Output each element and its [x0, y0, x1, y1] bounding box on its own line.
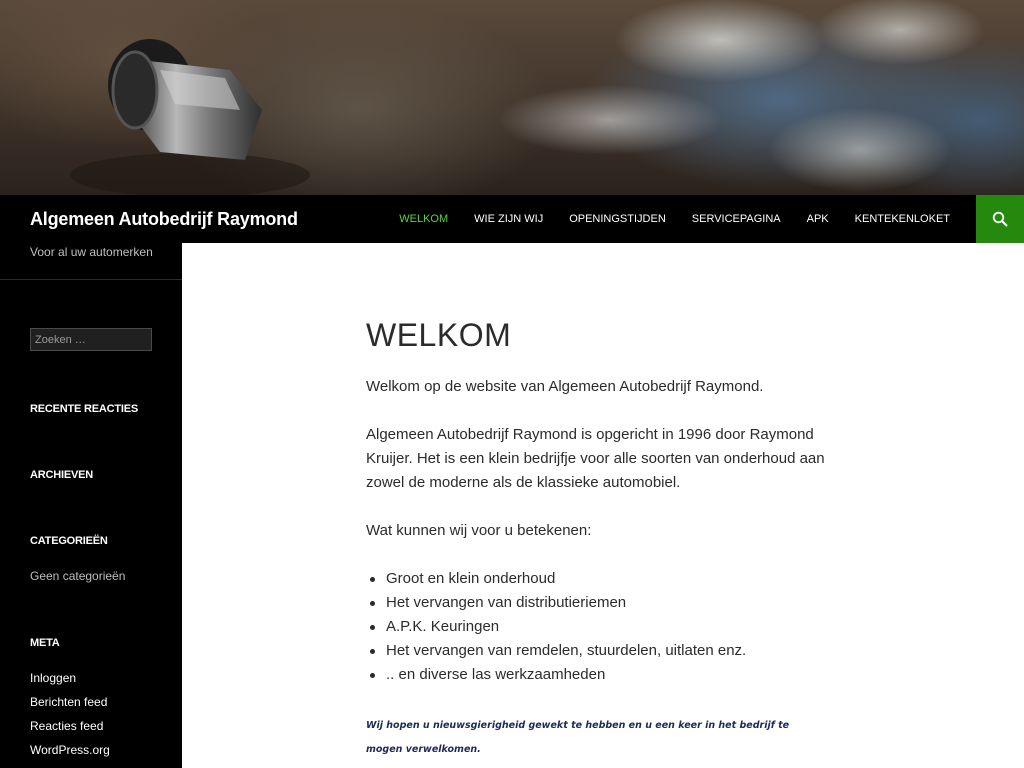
search-toggle-button[interactable]: [976, 195, 1024, 243]
search-input[interactable]: [30, 328, 152, 351]
wheel-nut-photo: [0, 0, 1024, 195]
widget-title-meta: META: [30, 637, 60, 649]
list-item: A.P.K. Keuringen: [366, 615, 746, 639]
primary-navigation: [386, 195, 963, 243]
meta-link-inloggen[interactable]: Inloggen: [30, 671, 77, 685]
nav-apk[interactable]: APK: [806, 213, 829, 225]
widget-title-archives: ARCHIEVEN: [30, 469, 93, 481]
about-paragraph: Algemeen Autobedrijf Raymond is opgericht in 1996 door Raymond Kruijer. Het is een klein bedrijfje voor alle soorten van onderhoud aan zowel de moderne als de klassieke automobiel.: [366, 426, 825, 491]
meta-link-berichten-feed[interactable]: Berichten feed: [30, 695, 108, 709]
intro-paragraph: Welkom op de website van Algemeen Autobedrijf Raymond.: [366, 378, 764, 395]
list-item: Het vervangen van remdelen, stuurdelen, uitlaten enz.: [366, 639, 746, 663]
site-title[interactable]: Algemeen Autobedrijf Raymond: [30, 209, 298, 229]
search-icon: [992, 211, 1008, 227]
meta-link-wordpress-org[interactable]: WordPress.org: [30, 743, 110, 757]
nav-welkom[interactable]: WELKOM: [399, 213, 449, 225]
nav-openingstijden[interactable]: OPENINGSTIJDEN: [569, 213, 666, 225]
page-title: WELKOM: [366, 317, 512, 353]
site-tagline: Voor al uw automerken: [30, 245, 153, 259]
header-image: [0, 0, 1024, 195]
sidebar: [0, 243, 182, 768]
widget-title-recent-comments: RECENTE REACTIES: [30, 403, 139, 415]
widget-title-categories: CATEGORIEËN: [30, 535, 108, 547]
categories-empty-text: Geen categorieën: [30, 569, 126, 583]
list-item: .. en diverse las werkzaamheden: [366, 663, 746, 687]
sidebar-divider: [0, 279, 182, 280]
list-item: Groot en klein onderhoud: [366, 567, 746, 591]
nav-kentekenloket[interactable]: KENTEKENLOKET: [854, 213, 950, 225]
services-list: [366, 567, 746, 687]
services-intro: Wat kunnen wij voor u betekenen:: [366, 522, 592, 539]
meta-link-reacties-feed[interactable]: Reacties feed: [30, 719, 104, 733]
nav-wie-zijn-wij[interactable]: WIE ZIJN WIJ: [474, 213, 544, 225]
list-item: Het vervangen van distributieriemen: [366, 591, 746, 615]
nav-servicepagina[interactable]: SERVICEPAGINA: [691, 213, 781, 225]
closing-text: Wij hopen u nieuwsgierigheid gewekt te hebben en u een keer in het bedrijf te mogen verwelkomen.: [366, 720, 790, 755]
site-header: [0, 195, 1024, 243]
